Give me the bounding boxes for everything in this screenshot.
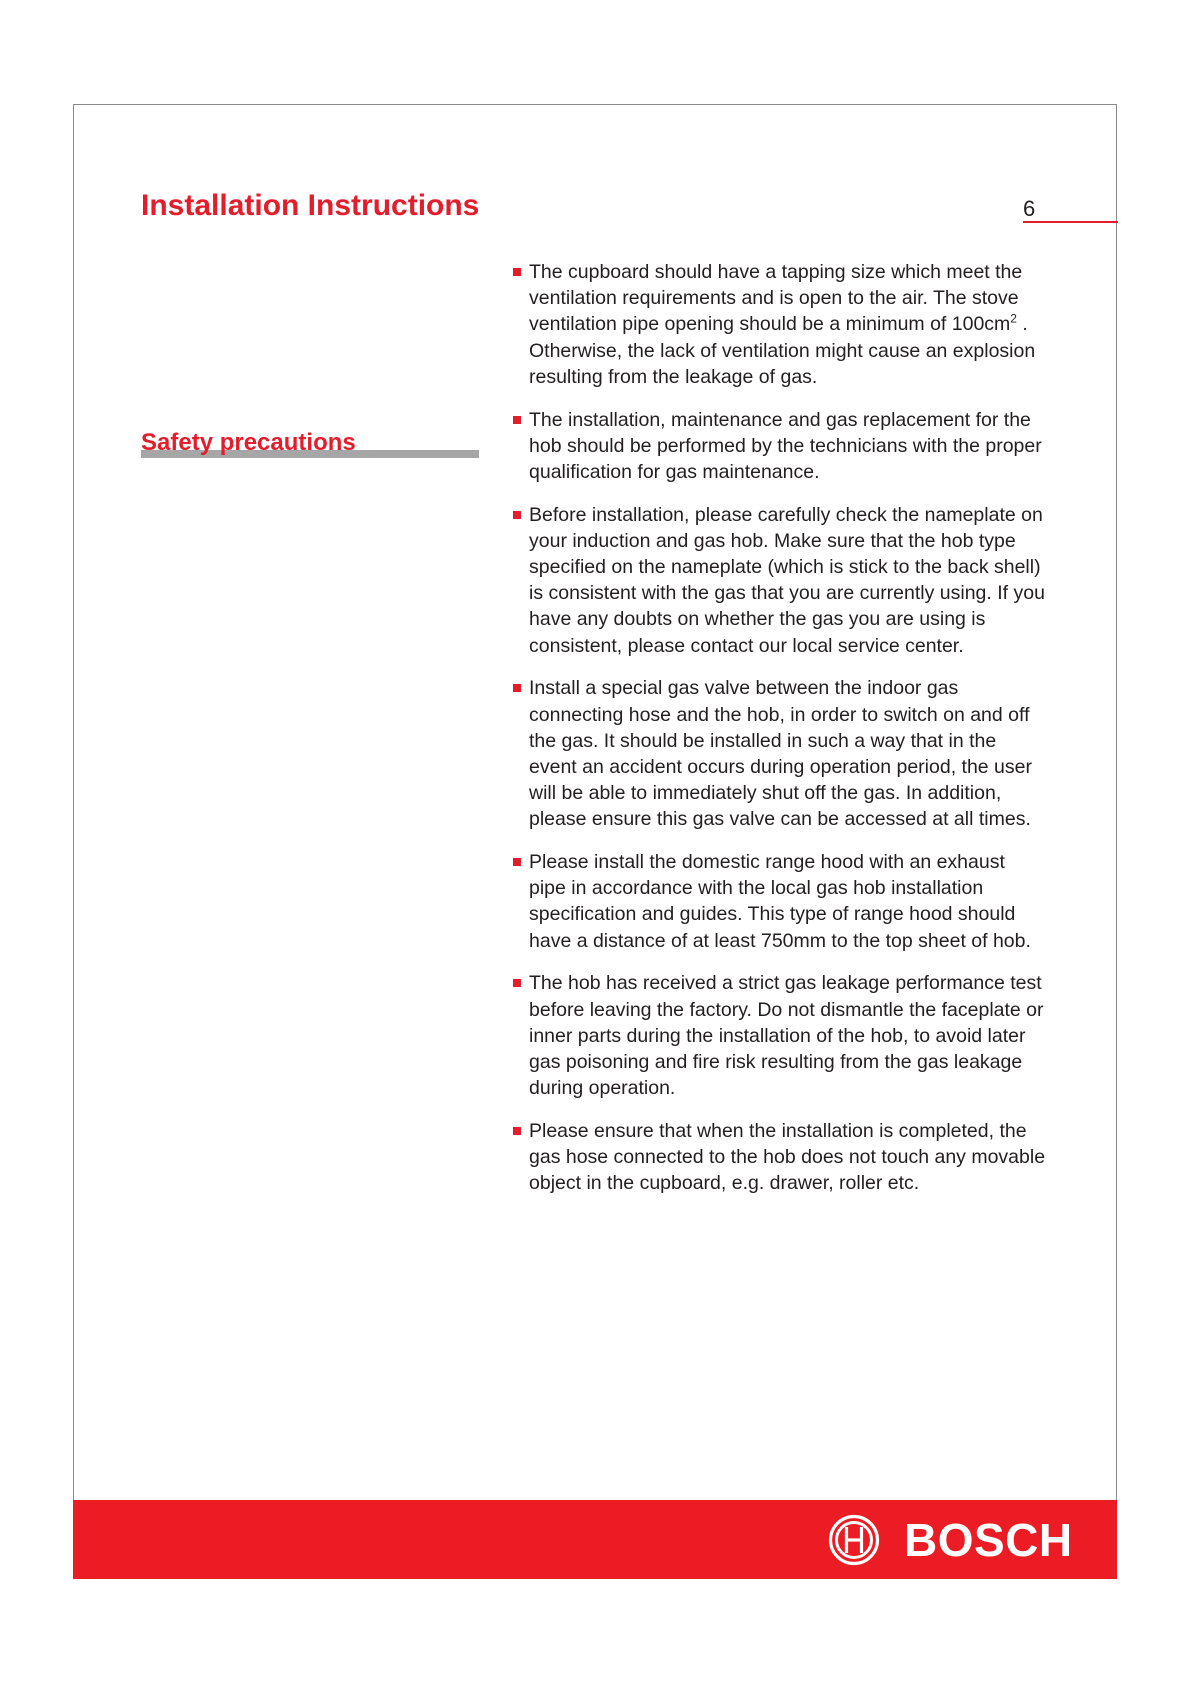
bullet-item	[512, 502, 1047, 659]
bullet-item	[512, 675, 1047, 832]
bullet-text: The hob has received a strict gas leakage performance test before leaving the factory. Do not dismantle the faceplate or inner parts during the installation of the hob, to avoid later gas poisoning and fire risk resulting from the gas leakage during operation.	[529, 972, 1044, 1100]
bullet-text: Please ensure that when the installation is completed, the gas hose connected to the hob does not touch any movable object in the cupboard, e.g. drawer, roller etc.	[529, 1119, 1046, 1195]
bullet-text: Please install the domestic range hood with an exhaust pipe in accordance with the local gas hob installation specification and guides. This type of range hood should have a distance of at least 750mm to the top sheet of hob.	[529, 851, 1031, 952]
bullet-text: Install a special gas valve between the indoor gas connecting hose and the hob, in order to switch on and off the gas. It should be installed in such a way that in the event an accident occurs during operation period, the user will be able to immediately shut off the gas. In addition, please ensure this gas valve can be accessed at all times.	[529, 677, 1032, 831]
safety-bullet-list	[512, 259, 1047, 1213]
bullet-text: The installation, maintenance and gas replacement for the hob should be performed by the technicians with the proper qualification for gas maintenance.	[529, 408, 1042, 483]
bullet-text: Before installation, please carefully check the nameplate on your induction and gas hob. Make sure that the hob type specified on the nameplate (which is stick to the back shell) is consistent with the gas that you are currently using. If you have any doubts on whether the gas you are using is consistent, please contact our local service center.	[529, 503, 1045, 657]
square-bullet-icon	[513, 979, 521, 987]
bullet-text-continued: . Otherwise, the lack of ventilation might cause an explosion resulting from the leakage of gas.	[529, 313, 1036, 388]
square-bullet-icon	[513, 858, 521, 866]
bosch-logo	[828, 1512, 1073, 1568]
page-number: 6	[1023, 196, 1036, 221]
bullet-item	[512, 259, 1047, 390]
section-heading: Safety precautions	[141, 429, 356, 456]
bullet-item	[512, 1118, 1047, 1197]
square-bullet-icon	[513, 684, 521, 692]
bullet-item	[512, 849, 1047, 954]
page-title: Installation Instructions	[141, 189, 480, 222]
bosch-wordmark: BOSCH	[904, 1514, 1073, 1566]
section-heading-block	[141, 428, 479, 458]
bullet-text: The cupboard should have a tapping size which meet the ventilation requirements and is open to the air. The stove ventilation pipe opening should be a minimum of 100cm	[529, 261, 1023, 336]
square-bullet-icon	[513, 268, 521, 276]
page-number-rule	[1023, 221, 1118, 223]
bullet-item	[512, 407, 1047, 486]
bullet-item	[512, 970, 1047, 1101]
square-bullet-icon	[513, 1127, 521, 1135]
square-bullet-icon	[513, 511, 521, 519]
square-bullet-icon	[513, 416, 521, 424]
bosch-armature-icon	[828, 1514, 880, 1566]
superscript-two: 2	[1010, 311, 1017, 326]
